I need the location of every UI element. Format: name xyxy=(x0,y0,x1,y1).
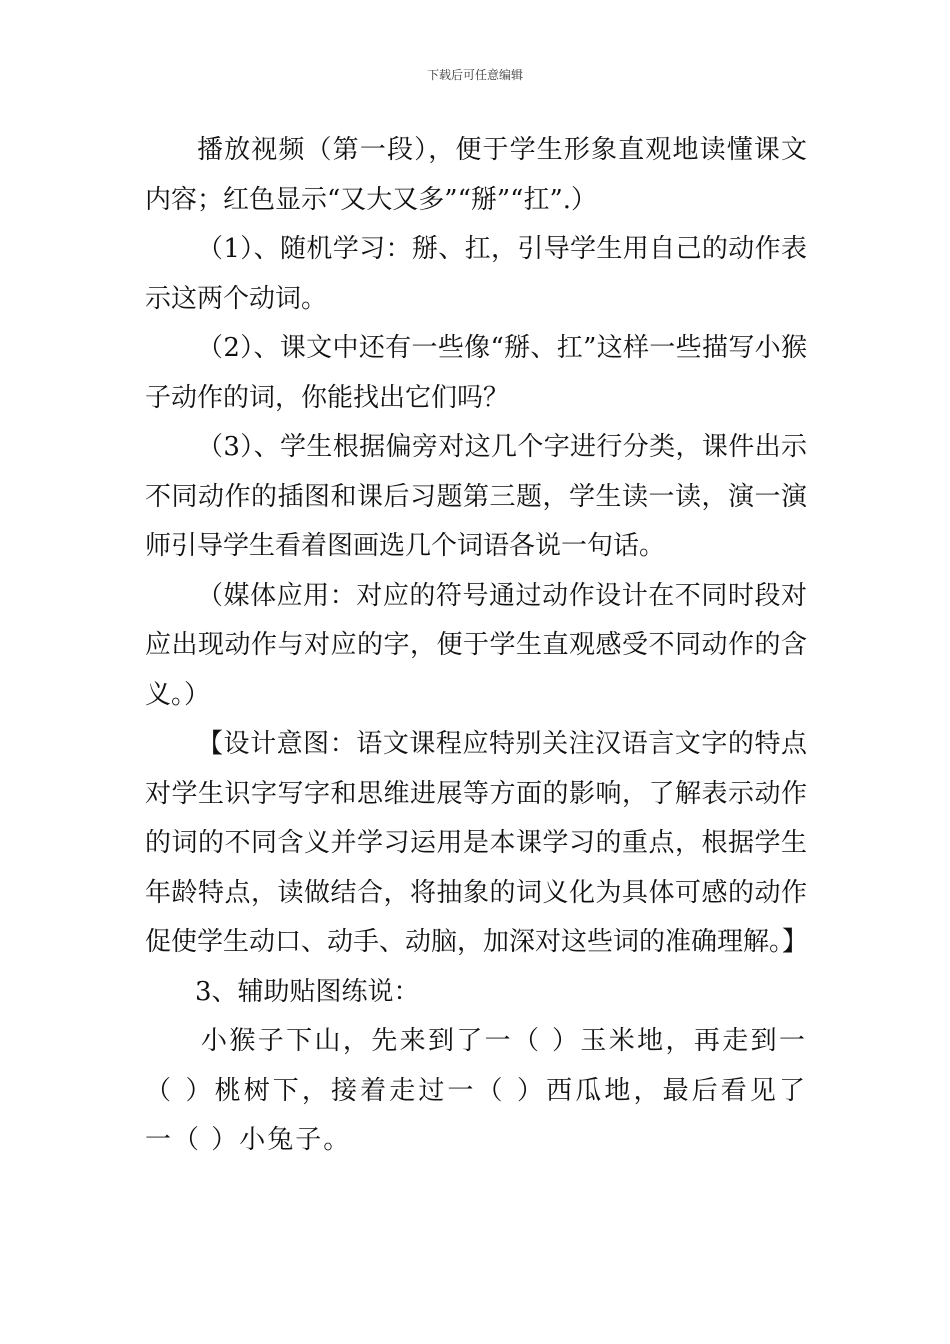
paragraph-step-2: （2）、课文中还有一些像“掰、扛”这样一些描写小猴子动作的词，你能找出它们吗？ xyxy=(145,333,807,413)
paragraph-section-3-heading: 3、辅助贴图练说： xyxy=(195,976,420,1007)
paragraph-video-playback: 播放视频（第一段），便于学生形象直观地读懂课文内容；红色显示“又大又多”“掰”“扛”.） xyxy=(145,135,807,215)
document-body xyxy=(145,126,807,1166)
paragraph-step-3: （3）、学生根据偏旁对这几个字进行分类，课件出示不同动作的插图和课后习题第三题，学生读一读，演一演师引导学生看着图画选几个词语各说一句话。 xyxy=(145,432,807,561)
paragraph-fill-in-exercise: 小猴子下山，先来到了一（ ）玉米地，再走到一（ ）桃树下，接着走过一（ ）西瓜地，最后看见了一（ ）小兔子。 xyxy=(145,1026,807,1155)
paragraph-design-intent: 【设计意图：语文课程应特别关注汉语言文字的特点对学生识字写字和思维进展等方面的影响，了解表示动作的词的不同含义并学习运用是本课学习的重点，根据学生年龄特点，读做结合，将抽象的词义化为具体可感的动作促使学生动口、动手、动脑，加深对这些词的准确理解。】 xyxy=(145,729,809,957)
page-header-note: 下载后可任意编辑 xyxy=(426,68,523,82)
paragraph-step-1: （1）、随机学习：掰、扛，引导学生用自己的动作表示这两个动词。 xyxy=(145,234,807,314)
paragraph-media-application: （媒体应用：对应的符号通过动作设计在不同时段对应出现动作与对应的字，便于学生直观感受不同动作的含义。） xyxy=(145,580,807,710)
